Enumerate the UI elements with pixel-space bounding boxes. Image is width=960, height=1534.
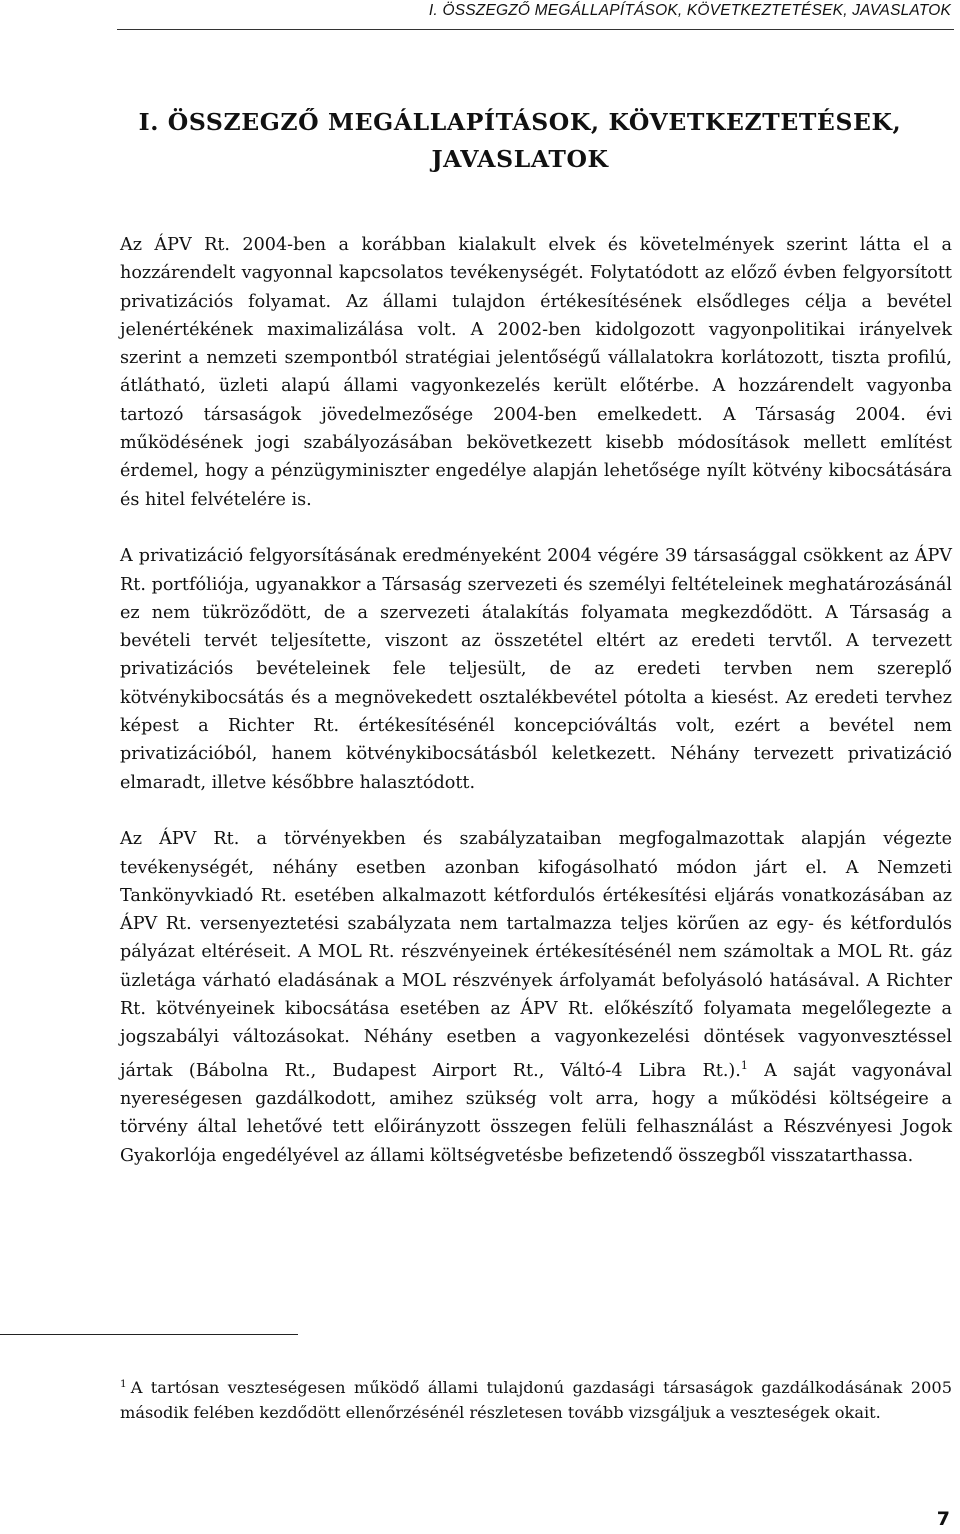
- page-title-line-1: I. ÖSSZEGZŐ MEGÁLLAPÍTÁSOK, KÖVETKEZTETÉSEK,: [138, 108, 902, 136]
- paragraph-3-text-b: A saját vagyonával nyereségesen gazdálkodott, amihez szükség volt arra, hogy a működési költségeire a törvény által lehetővé tett előirányzott összegen felüli felhasználást a Részvényesi Jogok Gyakorlója engedélyével az állami költségvetésbe befizetendő összegből visszatarthassa.: [120, 1060, 952, 1166]
- header-divider: [117, 29, 954, 30]
- footnote-reference[interactable]: 1: [740, 1058, 748, 1072]
- paragraph-2: A privatizáció felgyorsításának eredményeként 2004 végére 39 társasággal csökkent az ÁPV Rt. portfóliója, ugyanakkor a Társaság szervezeti és személyi feltételeinek meghatározásánál ez nem tükröződött, de a szervezeti átalakítás folyamata megkezdődött. A Társaság a bevételi tervét teljesítette, viszont az összetétel eltért az eredeti tervtől. A tervezett privatizációs bevételeinek fele teljesült, de az eredeti tervben nem szereplő kötvénykibocsátás és a megnövekedett osztalékbevétel pótolta a kiesést. Az eredeti tervhez képest a Richter Rt. értékesítésénél koncepcióváltás volt, ezért a bevétel nem privatizációból, hanem kötvénykibocsátásból keletkezett. Néhány tervezett privatizáció elmaradt, illetve későbbre halasztódott.: [120, 546, 952, 793]
- page-title-line-2: JAVASLATOK: [431, 145, 609, 173]
- footnote-divider: [0, 1334, 298, 1335]
- running-header: I. ÖSSZEGZŐ MEGÁLLAPÍTÁSOK, KÖVETKEZTETÉSEK, JAVASLATOK: [428, 2, 951, 19]
- paragraph-3-text-a: Az ÁPV Rt. a törvényekben és szabályzataiban megfogalmazottak alapján végezte tevékenységét, néhány esetben azonban kifogásolható módon járt el. A Nemzeti Tankönyvkiadó Rt. esetében alkalmazott kétfordulós értékesítési eljárás vonatkozásában az ÁPV Rt. versenyeztetési szabályzata nem tartalmazza teljes körűen az egy- és kétfordulós pályázat eltéréseit. A MOL Rt. részvényeinek értékesítésénél nem számoltak a MOL Rt. gáz üzletága várható eladásának a MOL részvények árfolyamát befolyásoló hatásával. A Richter Rt. kötvényeinek kibocsátása esetében az ÁPV Rt. előkészítő folyamata megelőlegezte a jogszabályi változásokat. Néhány esetben a vagyonkezelési döntések vagyonvesztéssel jártak (Bábolna Rt., Budapest Airport Rt., Váltó-4 Libra Rt.).: [120, 829, 952, 1081]
- body-text: [120, 231, 952, 1170]
- footnote: [120, 1372, 952, 1425]
- paragraph-1: Az ÁPV Rt. 2004-ben a korábban kialakult elvek és követelmények szerint látta el a hozzárendelt vagyonnal kapcsolatos tevékenységét. Folytatódott az előző évben felgyorsított privatizációs folyamat. Az állami tulajdon értékesítésének elsődleges célja a bevétel jelenértékének maximalizálása volt. A 2002-ben kidolgozott vagyonpolitikai irányelvek szerint a nemzeti szempontból stratégiai jelentőségű vállalatokra korlátozott, tiszta profilú, átlátható, üzleti alapú állami vagyonkezelés került előtérbe. A hozzárendelt vagyonba tartozó társaságok jövedelmezősége 2004-ben emelkedett. A Társaság 2004. évi működésének jogi szabályozásában bekövetkezett kisebb módosítások mellett említést érdemel, hogy a pénzügyminiszter engedélye alapján lehetősége nyílt kötvény kibocsátására és hitel felvételére is.: [120, 235, 952, 510]
- page-title: [90, 104, 950, 178]
- footnote-text: A tartósan veszteségesen működő állami tulajdonú gazdasági társaságok gazdálkodásának 2005 második felében kezdődött ellenőrzésénél részletesen tovább vizsgáljuk a veszteségek okait.: [120, 1378, 952, 1422]
- footnote-marker: 1: [120, 1378, 127, 1390]
- page-number: 7: [936, 1508, 950, 1530]
- paragraph-3: [120, 825, 952, 1170]
